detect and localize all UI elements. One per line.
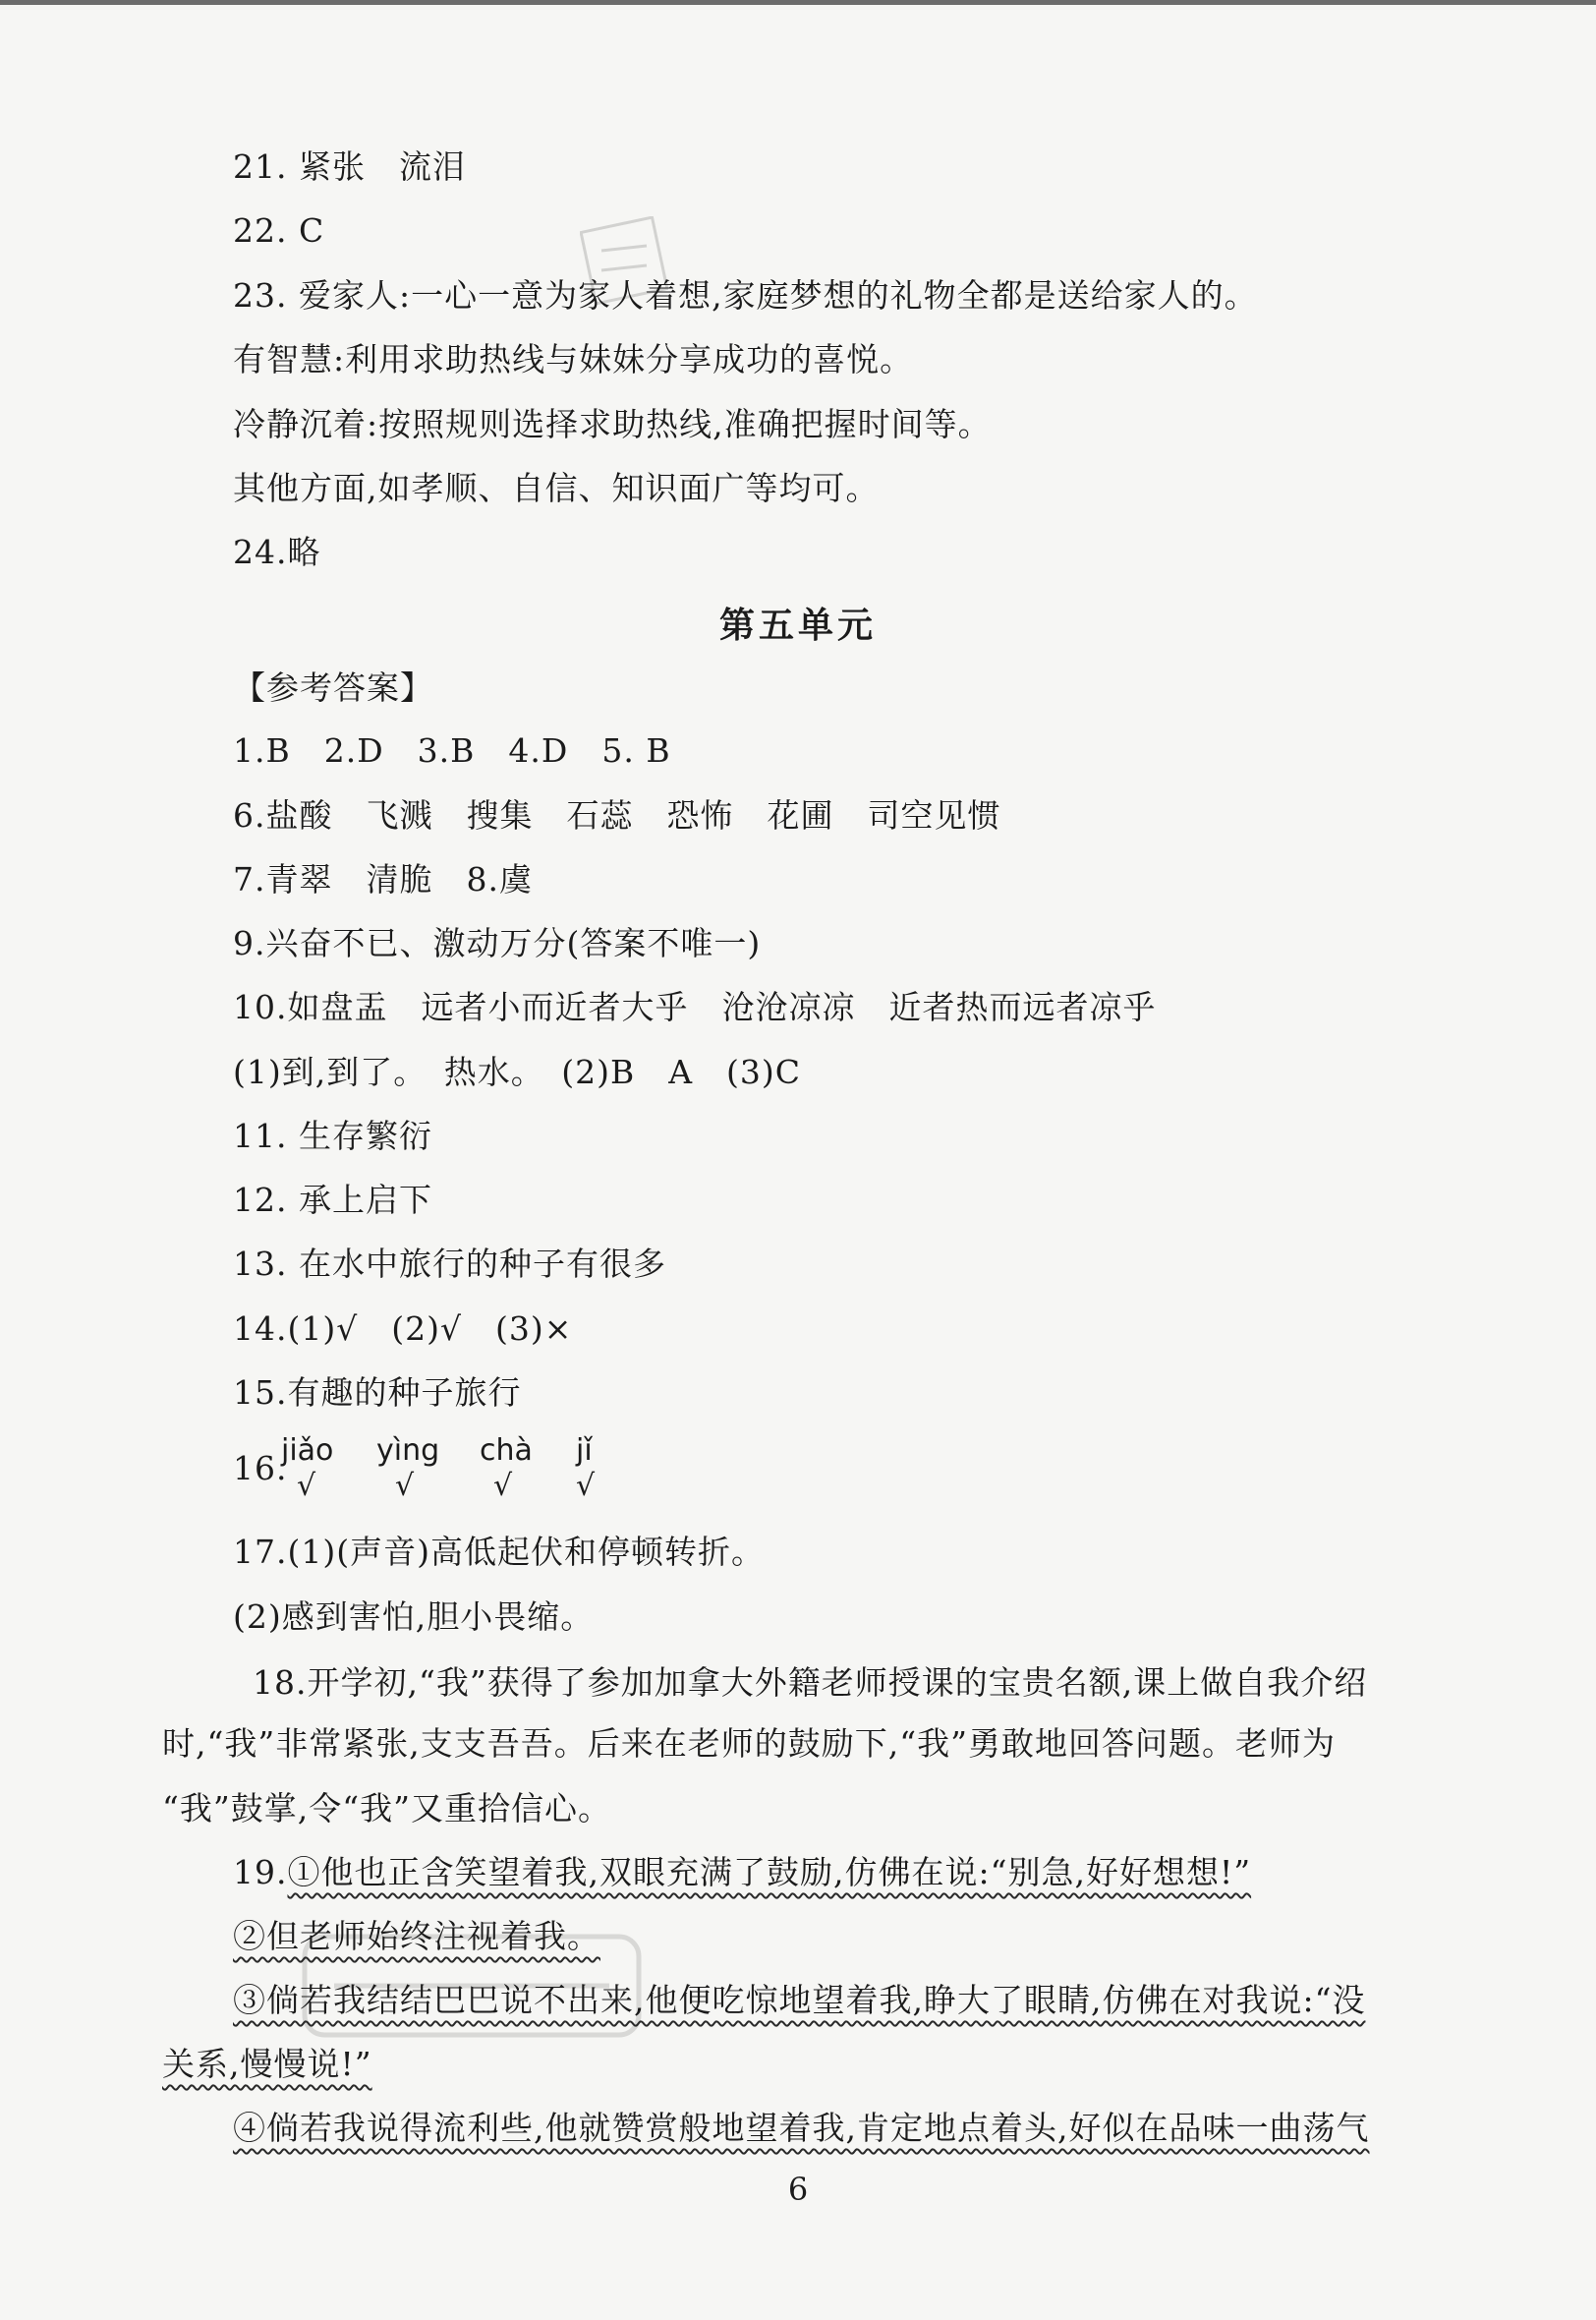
- answer-23-other: 其他方面,如孝顺、自信、知识面广等均可。: [233, 469, 880, 507]
- answer-18-line1: 18.开学初,“我”获得了参加加拿大外籍老师授课的宝贵名额,课上做自我介绍: [253, 1663, 1368, 1702]
- answer-19-item3-cont: [162, 2043, 372, 2086]
- answer-10-sub: (1)到,到了。 热水。 (2)B A (3)C: [233, 1053, 802, 1091]
- answer-13: 13. 在水中旅行的种子有很多: [233, 1245, 666, 1283]
- pinyin-ji: jǐ: [576, 1433, 593, 1468]
- answer-23-wisdom: 有智慧:利用求助热线与妹妹分享成功的喜悦。: [233, 340, 914, 378]
- answer-14: 14.(1)√ (2)√ (3)×: [233, 1309, 573, 1348]
- reference-answers-label: 【参考答案】: [233, 668, 433, 707]
- pinyin-ying: yìng: [376, 1433, 440, 1468]
- check-mark: √: [576, 1469, 596, 1503]
- answer-23: 23. 爱家人:一心一意为家人着想,家庭梦想的礼物全都是送给家人的。: [233, 276, 1258, 315]
- answer-24: 24.略: [233, 533, 321, 571]
- answer-23-calm: 冷静沉着:按照规则选择求助热线,准确把握时间等。: [233, 405, 992, 443]
- answer-17-sub: (2)感到害怕,胆小畏缩。: [233, 1597, 595, 1636]
- answer-12: 12. 承上启下: [233, 1181, 432, 1219]
- section-heading: 第五单元: [718, 606, 877, 646]
- answer-19-item4-text: ④倘若我说得流利些,他就赞赏般地望着我,肯定地点着头,好似在品味一曲荡气: [233, 2109, 1370, 2147]
- answer-19-number: 19.: [233, 1853, 288, 1891]
- pinyin-jiao: jiǎo: [281, 1433, 334, 1468]
- scan-top-edge: [0, 0, 1596, 5]
- check-mark: √: [395, 1469, 415, 1503]
- answer-19-item3-cont-text: 关系,慢慢说!”: [162, 2045, 372, 2083]
- answer-19: [233, 1851, 1251, 1894]
- answer-19-item4: [233, 2107, 1369, 2150]
- check-mark: √: [297, 1469, 316, 1503]
- answer-11: 11. 生存繁衍: [233, 1117, 432, 1155]
- answer-7-8: 7.青翠 清脆 8.虞: [233, 860, 533, 899]
- answer-19-item2: [233, 1915, 600, 1958]
- pinyin-cha: chà: [480, 1433, 533, 1468]
- answer-19-item2-text: ②但老师始终注视着我。: [233, 1917, 600, 1955]
- answer-16-label: 16.: [233, 1449, 288, 1487]
- answer-10: 10.如盘盂 远者小而近者大乎 沧沧凉凉 近者热而远者凉乎: [233, 988, 1157, 1026]
- answer-19-item1: ①他也正含笑望着我,双眼充满了鼓励,仿佛在说:“别急,好好想想!”: [287, 1853, 1252, 1891]
- answer-21: 21. 紧张 流泪: [233, 147, 466, 186]
- answer-15: 15.有趣的种子旅行: [233, 1373, 522, 1412]
- answer-18-line2: 时,“我”非常紧张,支支吾吾。后来在老师的鼓励下,“我”勇敢地回答问题。老师为: [162, 1724, 1336, 1763]
- answer-9: 9.兴奋不已、激动万分(答案不唯一): [233, 924, 762, 962]
- answer-17: 17.(1)(声音)高低起伏和停顿转折。: [233, 1533, 765, 1571]
- answer-19-item3-text: ③倘若我结结巴巴说不出来,他便吃惊地望着我,睁大了眼睛,仿佛在对我说:“没: [233, 1981, 1366, 2019]
- answer-18-line3: “我”鼓掌,令“我”又重拾信心。: [162, 1789, 611, 1827]
- check-mark: √: [493, 1469, 513, 1503]
- page-number: 6: [787, 2171, 809, 2208]
- answer-22: 22. C: [233, 211, 325, 250]
- answers-1-5: 1.B 2.D 3.B 4.D 5. B: [233, 731, 671, 770]
- answer-6: 6.盐酸 飞溅 搜集 石蕊 恐怖 花圃 司空见惯: [233, 796, 1001, 835]
- answer-19-item3: [233, 1979, 1365, 2022]
